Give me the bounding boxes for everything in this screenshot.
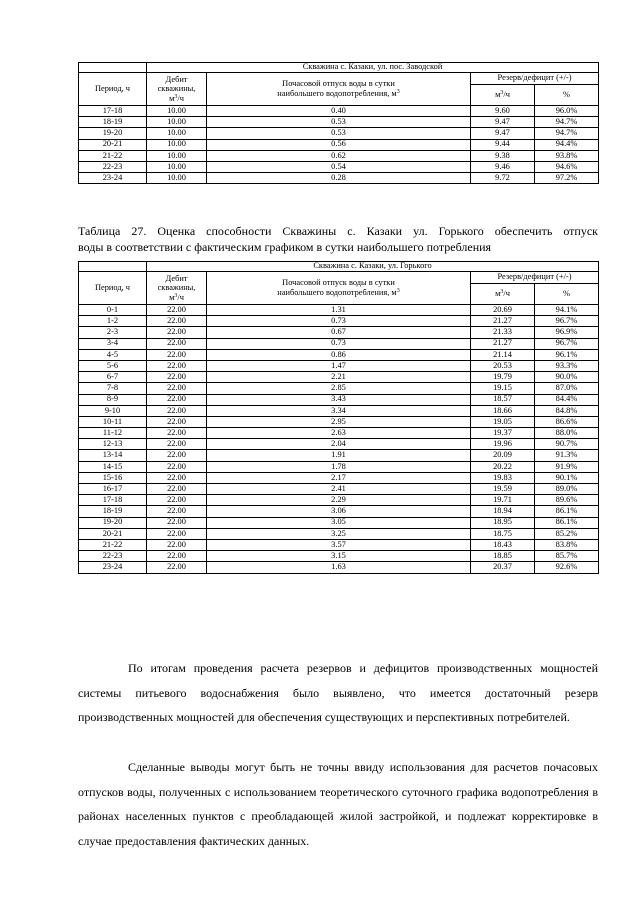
reserve-percent-cell: 85.2% bbox=[535, 528, 599, 539]
debit-cell: 22.00 bbox=[147, 439, 207, 450]
hourly-supply-cell: 0.67 bbox=[207, 327, 471, 338]
reserve-m3h-cell: 9.47 bbox=[471, 128, 535, 139]
hourly-supply-cell: 1.78 bbox=[207, 461, 471, 472]
reserve-m3h-cell: 9.72 bbox=[471, 173, 535, 184]
debit-cell: 22.00 bbox=[147, 383, 207, 394]
reserve-m3h-cell: 21.14 bbox=[471, 349, 535, 360]
table-row bbox=[79, 528, 599, 539]
reserve-percent-cell: 96.0% bbox=[535, 106, 599, 117]
table-row bbox=[79, 428, 599, 439]
reserve-header: Резерв/дефицит (+/-) bbox=[471, 272, 599, 284]
reserve-m3h-cell: 19.79 bbox=[471, 372, 535, 383]
debit-cell: 22.00 bbox=[147, 338, 207, 349]
period-cell: 19-20 bbox=[79, 517, 147, 528]
hourly-supply-cell: 3.25 bbox=[207, 528, 471, 539]
reserve-percent-cell: 91.3% bbox=[535, 450, 599, 461]
reserve-m3h-cell: 20.69 bbox=[471, 305, 535, 316]
debit-header: Дебит скважины, $м^3/ч$ bbox=[147, 73, 207, 106]
debit-cell: 10.00 bbox=[147, 161, 207, 172]
debit-cell: 22.00 bbox=[147, 461, 207, 472]
hourly-supply-cell: 0.28 bbox=[207, 173, 471, 184]
table-title: Скважина с. Казаки, ул. пос. Заводской bbox=[147, 63, 599, 73]
debit-cell: 10.00 bbox=[147, 150, 207, 161]
reserve-m3h-cell: 20.53 bbox=[471, 360, 535, 371]
reserve-m3h-cell: 19.15 bbox=[471, 383, 535, 394]
reserve-m3h-cell: 21.27 bbox=[471, 338, 535, 349]
debit-cell: 22.00 bbox=[147, 450, 207, 461]
debit-cell: 22.00 bbox=[147, 484, 207, 495]
table-row bbox=[79, 349, 599, 360]
debit-cell: 22.00 bbox=[147, 562, 207, 573]
reserve-percent-cell: 86.1% bbox=[535, 506, 599, 517]
hourly-supply-cell: 3.43 bbox=[207, 394, 471, 405]
period-cell: 8-9 bbox=[79, 394, 147, 405]
period-cell: 23-24 bbox=[79, 562, 147, 573]
reserve-m3h-cell: 9.60 bbox=[471, 106, 535, 117]
debit-cell: 22.00 bbox=[147, 416, 207, 427]
hourly-supply-header: Почасовой отпуск воды в сутки наибольшего водопотребления, $м^3$ bbox=[207, 272, 471, 305]
reserve-m3h-cell: 20.37 bbox=[471, 562, 535, 573]
debit-cell: 22.00 bbox=[147, 495, 207, 506]
unit-percent-header: % bbox=[535, 284, 599, 305]
reserve-percent-cell: 94.7% bbox=[535, 128, 599, 139]
reserve-m3h-cell: 21.33 bbox=[471, 327, 535, 338]
period-cell: 21-22 bbox=[79, 539, 147, 550]
table-row bbox=[79, 439, 599, 450]
reserve-percent-cell: 90.7% bbox=[535, 439, 599, 450]
hourly-supply-header: Почасовой отпуск воды в сутки наибольшего водопотребления, $м^3$ bbox=[207, 73, 471, 106]
reserve-percent-cell: 85.7% bbox=[535, 551, 599, 562]
reserve-percent-cell: 94.6% bbox=[535, 161, 599, 172]
reserve-m3h-cell: 19.96 bbox=[471, 439, 535, 450]
hourly-supply-cell: 1.63 bbox=[207, 562, 471, 573]
period-cell: 0-1 bbox=[79, 305, 147, 316]
debit-cell: 10.00 bbox=[147, 106, 207, 117]
unit-percent-header: % bbox=[535, 85, 599, 106]
table-row bbox=[79, 139, 599, 150]
debit-cell: 22.00 bbox=[147, 305, 207, 316]
hourly-supply-cell: 2.41 bbox=[207, 484, 471, 495]
table-row bbox=[79, 383, 599, 394]
hourly-supply-cell: 0.73 bbox=[207, 338, 471, 349]
period-cell: 18-19 bbox=[79, 506, 147, 517]
debit-cell: 10.00 bbox=[147, 117, 207, 128]
period-cell: 13-14 bbox=[79, 450, 147, 461]
table-row bbox=[79, 495, 599, 506]
table-header bbox=[79, 63, 599, 106]
table-row bbox=[79, 372, 599, 383]
table-title: Скважина с. Казаки, ул. Горького bbox=[147, 262, 599, 272]
period-cell: 9-10 bbox=[79, 405, 147, 416]
reserve-m3h-cell: 19.37 bbox=[471, 428, 535, 439]
reserve-m3h-cell: 19.83 bbox=[471, 472, 535, 483]
debit-cell: 22.00 bbox=[147, 506, 207, 517]
table-row bbox=[79, 173, 599, 184]
hourly-supply-cell: 1.31 bbox=[207, 305, 471, 316]
reserve-percent-cell: 96.7% bbox=[535, 338, 599, 349]
table-row bbox=[79, 128, 599, 139]
reserve-m3h-cell: 18.43 bbox=[471, 539, 535, 550]
reserve-percent-cell: 89.6% bbox=[535, 495, 599, 506]
hourly-supply-cell: 0.53 bbox=[207, 117, 471, 128]
reserve-m3h-cell: 18.94 bbox=[471, 506, 535, 517]
debit-cell: 22.00 bbox=[147, 528, 207, 539]
reserve-m3h-cell: 19.71 bbox=[471, 495, 535, 506]
reserve-percent-cell: 87.0% bbox=[535, 383, 599, 394]
reserve-percent-cell: 97.2% bbox=[535, 173, 599, 184]
hourly-supply-cell: 3.05 bbox=[207, 517, 471, 528]
reserve-percent-cell: 92.6% bbox=[535, 562, 599, 573]
reserve-m3h-cell: 20.22 bbox=[471, 461, 535, 472]
table-row bbox=[79, 327, 599, 338]
caption-line: Таблица 27. Оценка способности Скважины с. Казаки ул. Горького обеспечить отпуск bbox=[78, 224, 598, 238]
reserve-m3h-cell: 18.75 bbox=[471, 528, 535, 539]
debit-cell: 22.00 bbox=[147, 405, 207, 416]
period-cell: 4-5 bbox=[79, 349, 147, 360]
reserve-table-zavodskoy bbox=[78, 62, 599, 184]
reserve-percent-cell: 96.7% bbox=[535, 316, 599, 327]
period-cell: 22-23 bbox=[79, 161, 147, 172]
debit-cell: 22.00 bbox=[147, 394, 207, 405]
period-cell: 23-24 bbox=[79, 173, 147, 184]
reserve-m3h-cell: 20.09 bbox=[471, 450, 535, 461]
table-row bbox=[79, 416, 599, 427]
table-row bbox=[79, 472, 599, 483]
period-cell: 5-6 bbox=[79, 360, 147, 371]
table-body bbox=[79, 106, 599, 184]
reserve-percent-cell: 88.0% bbox=[535, 428, 599, 439]
debit-cell: 22.00 bbox=[147, 428, 207, 439]
period-cell: 21-22 bbox=[79, 150, 147, 161]
hourly-supply-cell: 2.95 bbox=[207, 416, 471, 427]
period-cell: 18-19 bbox=[79, 117, 147, 128]
hourly-supply-cell: 0.73 bbox=[207, 316, 471, 327]
hourly-supply-cell: 3.34 bbox=[207, 405, 471, 416]
reserve-m3h-cell: 18.95 bbox=[471, 517, 535, 528]
reserve-percent-cell: 86.1% bbox=[535, 517, 599, 528]
period-cell: 14-15 bbox=[79, 461, 147, 472]
table-row bbox=[79, 506, 599, 517]
period-cell: 7-8 bbox=[79, 383, 147, 394]
reserve-m3h-cell: 18.57 bbox=[471, 394, 535, 405]
period-cell: 1-2 bbox=[79, 316, 147, 327]
reserve-m3h-cell: 9.38 bbox=[471, 150, 535, 161]
table-row bbox=[79, 450, 599, 461]
table-row bbox=[79, 106, 599, 117]
disclaimer-paragraph: Сделанные выводы могут быть не точны ввиду использования для расчетов почасовых отпусков воды, полученных с использованием теоретического суточного графика водопотребления в районах населенных пунктов с преобладающей жилой застройкой, и подлежат корректировке в случае предоставления фактических данных. bbox=[78, 760, 598, 848]
reserve-header: Резерв/дефицит (+/-) bbox=[471, 73, 599, 85]
reserve-m3h-cell: 18.66 bbox=[471, 405, 535, 416]
table-row bbox=[79, 316, 599, 327]
period-cell: 22-23 bbox=[79, 551, 147, 562]
period-cell: 12-13 bbox=[79, 439, 147, 450]
table-row bbox=[79, 484, 599, 495]
debit-cell: 10.00 bbox=[147, 173, 207, 184]
hourly-supply-cell: 2.29 bbox=[207, 495, 471, 506]
table-row bbox=[79, 161, 599, 172]
debit-header: Дебит скважины, $м^3/ч$ bbox=[147, 272, 207, 305]
hourly-supply-cell: 3.57 bbox=[207, 539, 471, 550]
hourly-supply-cell: 3.06 bbox=[207, 506, 471, 517]
hourly-supply-cell: 0.62 bbox=[207, 150, 471, 161]
reserve-percent-cell: 94.7% bbox=[535, 117, 599, 128]
period-cell: 20-21 bbox=[79, 139, 147, 150]
period-cell: 2-3 bbox=[79, 327, 147, 338]
reserve-percent-cell: 84.8% bbox=[535, 405, 599, 416]
period-cell: 3-4 bbox=[79, 338, 147, 349]
reserve-percent-cell: 94.1% bbox=[535, 305, 599, 316]
period-header: Период, ч bbox=[79, 272, 147, 305]
reserve-m3h-cell: 18.85 bbox=[471, 551, 535, 562]
period-cell: 10-11 bbox=[79, 416, 147, 427]
reserve-percent-cell: 90.0% bbox=[535, 372, 599, 383]
reserve-m3h-cell: 9.44 bbox=[471, 139, 535, 150]
reserve-percent-cell: 93.3% bbox=[535, 360, 599, 371]
hourly-supply-cell: 2.17 bbox=[207, 472, 471, 483]
table-row bbox=[79, 360, 599, 371]
period-cell: 15-16 bbox=[79, 472, 147, 483]
debit-cell: 10.00 bbox=[147, 128, 207, 139]
unit-m3h-header: $м^3/ч$ bbox=[471, 85, 535, 106]
table-body bbox=[79, 305, 599, 574]
debit-cell: 22.00 bbox=[147, 517, 207, 528]
reserve-percent-cell: 83.8% bbox=[535, 539, 599, 550]
unit-m3h-header: $м^3/ч$ bbox=[471, 284, 535, 305]
debit-cell: 22.00 bbox=[147, 372, 207, 383]
table-row bbox=[79, 338, 599, 349]
reserve-percent-cell: 90.1% bbox=[535, 472, 599, 483]
reserve-percent-cell: 84.4% bbox=[535, 394, 599, 405]
reserve-percent-cell: 96.9% bbox=[535, 327, 599, 338]
period-cell: 16-17 bbox=[79, 484, 147, 495]
period-cell: 6-7 bbox=[79, 372, 147, 383]
table-row bbox=[79, 461, 599, 472]
caption-line: воды в соответствии с фактическим графиком в сутки наибольшего потребления bbox=[78, 240, 492, 254]
reserve-m3h-cell: 9.47 bbox=[471, 117, 535, 128]
debit-cell: 22.00 bbox=[147, 327, 207, 338]
reserve-percent-cell: 89.0% bbox=[535, 484, 599, 495]
reserve-percent-cell: 96.1% bbox=[535, 349, 599, 360]
period-cell: 20-21 bbox=[79, 528, 147, 539]
table-caption bbox=[78, 223, 598, 255]
table-row bbox=[79, 551, 599, 562]
table-row bbox=[79, 394, 599, 405]
hourly-supply-cell: 2.63 bbox=[207, 428, 471, 439]
debit-cell: 22.00 bbox=[147, 472, 207, 483]
period-cell: 11-12 bbox=[79, 428, 147, 439]
hourly-supply-cell: 1.47 bbox=[207, 360, 471, 371]
debit-cell: 22.00 bbox=[147, 316, 207, 327]
hourly-supply-cell: 0.54 bbox=[207, 161, 471, 172]
hourly-supply-cell: 0.53 bbox=[207, 128, 471, 139]
table-row bbox=[79, 117, 599, 128]
reserve-m3h-cell: 21.27 bbox=[471, 316, 535, 327]
table-row bbox=[79, 305, 599, 316]
hourly-supply-cell: 0.86 bbox=[207, 349, 471, 360]
table-row bbox=[79, 517, 599, 528]
reserve-m3h-cell: 19.05 bbox=[471, 416, 535, 427]
conclusion-paragraph: По итогам проведения расчета резервов и дефицитов производственных мощностей системы питьевого водоснабжения было выявлено, что имеется достаточный резерв производственных мощностей для обеспечения существующих и перспективных потребителей. bbox=[78, 661, 598, 724]
reserve-percent-cell: 91.9% bbox=[535, 461, 599, 472]
debit-cell: 22.00 bbox=[147, 349, 207, 360]
period-cell: 19-20 bbox=[79, 128, 147, 139]
hourly-supply-cell: 2.85 bbox=[207, 383, 471, 394]
reserve-table-gorkogo bbox=[78, 261, 599, 574]
hourly-supply-cell: 1.91 bbox=[207, 450, 471, 461]
table-row bbox=[79, 562, 599, 573]
hourly-supply-cell: 0.40 bbox=[207, 106, 471, 117]
debit-cell: 22.00 bbox=[147, 360, 207, 371]
table-row bbox=[79, 150, 599, 161]
debit-cell: 22.00 bbox=[147, 539, 207, 550]
reserve-percent-cell: 94.4% bbox=[535, 139, 599, 150]
table-row bbox=[79, 405, 599, 416]
table-row bbox=[79, 539, 599, 550]
reserve-percent-cell: 93.8% bbox=[535, 150, 599, 161]
period-header: Период, ч bbox=[79, 73, 147, 106]
debit-cell: 22.00 bbox=[147, 551, 207, 562]
hourly-supply-cell: 2.21 bbox=[207, 372, 471, 383]
period-cell: 17-18 bbox=[79, 106, 147, 117]
hourly-supply-cell: 2.04 bbox=[207, 439, 471, 450]
reserve-m3h-cell: 9.46 bbox=[471, 161, 535, 172]
debit-cell: 10.00 bbox=[147, 139, 207, 150]
reserve-percent-cell: 86.6% bbox=[535, 416, 599, 427]
reserve-m3h-cell: 19.59 bbox=[471, 484, 535, 495]
table-header bbox=[79, 262, 599, 305]
hourly-supply-cell: 0.56 bbox=[207, 139, 471, 150]
hourly-supply-cell: 3.15 bbox=[207, 551, 471, 562]
period-cell: 17-18 bbox=[79, 495, 147, 506]
